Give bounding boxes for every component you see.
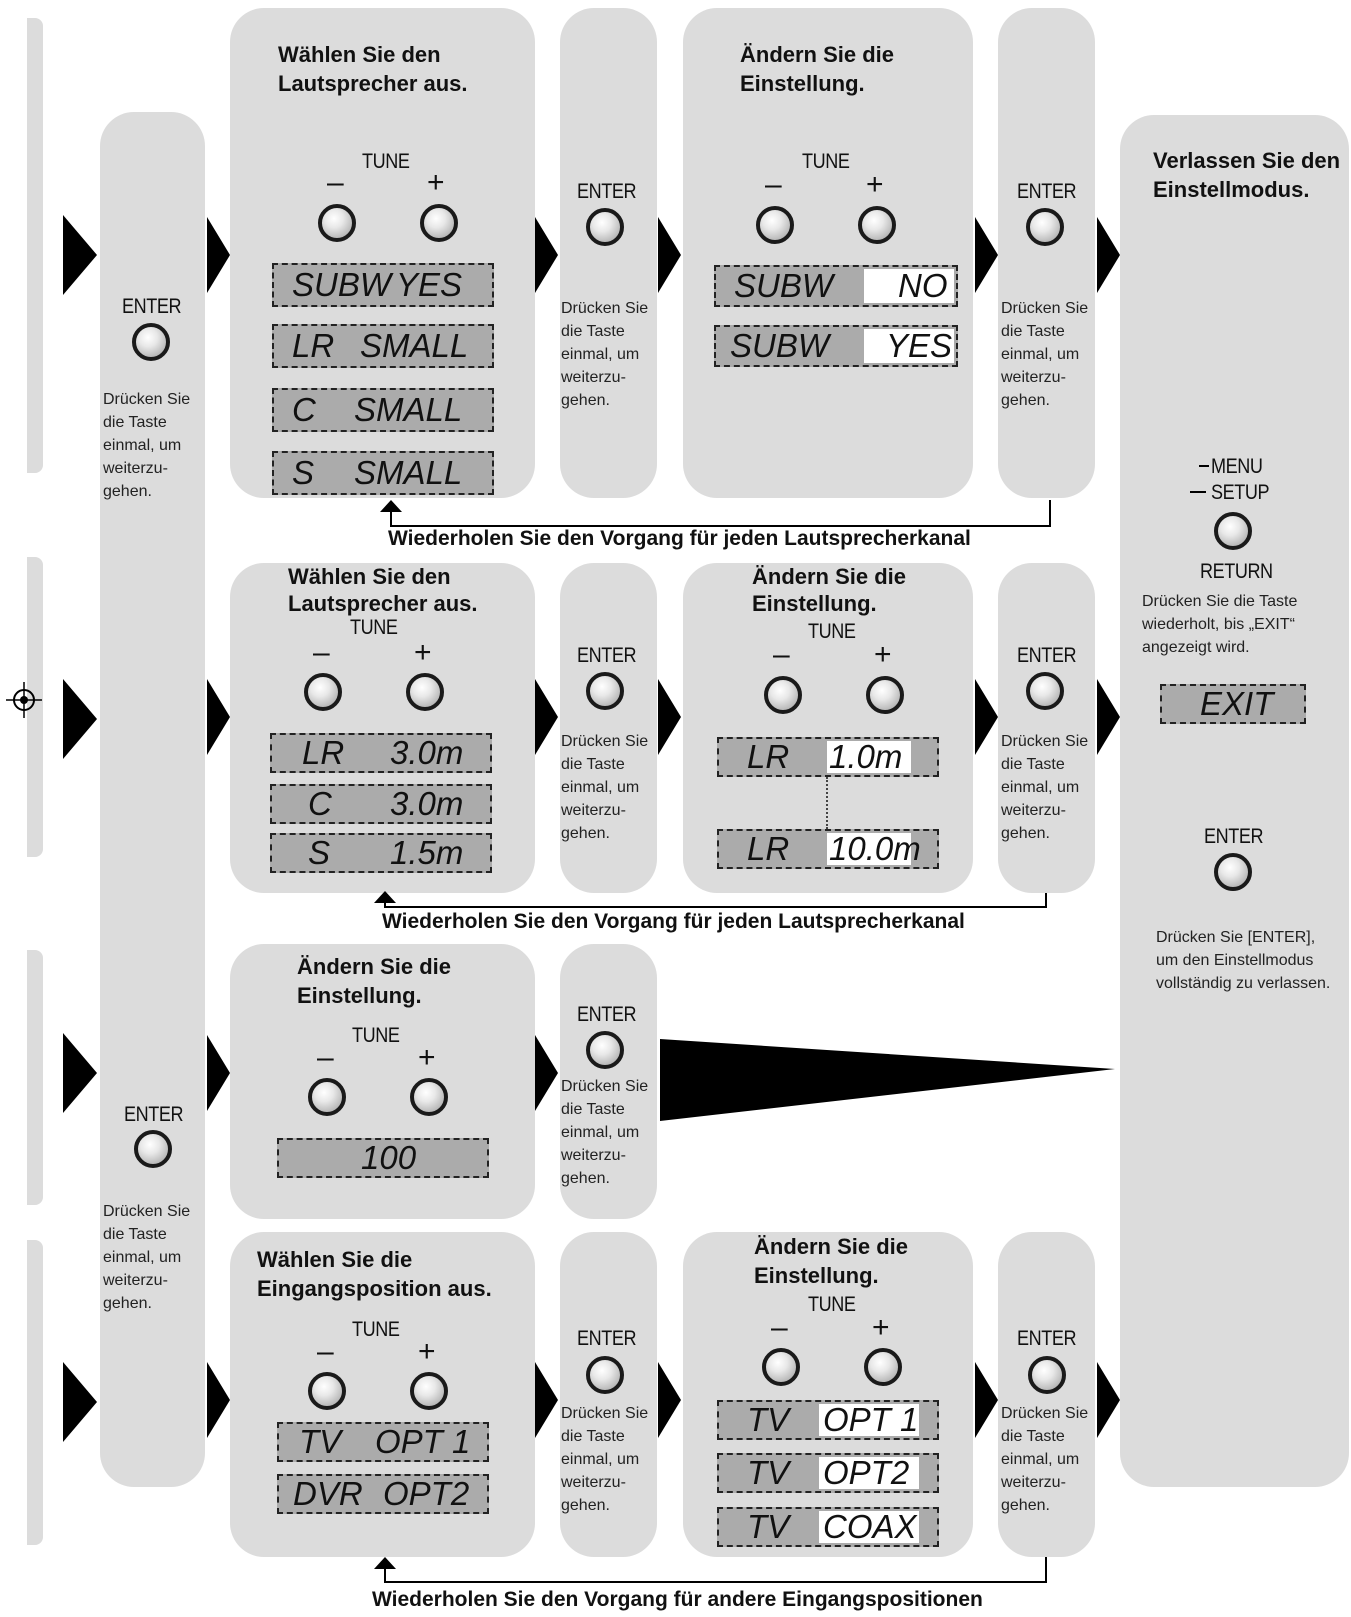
flow-arrow-icon [63, 215, 97, 295]
enter-button[interactable] [1026, 208, 1064, 246]
press-once-note: Drücken Sie die Taste einmal, um weiterzu- gehen. [103, 391, 191, 500]
repeat-line [384, 906, 1047, 908]
return-label: RETURN [1200, 560, 1273, 583]
setting-display: LR 1.0m [717, 737, 939, 777]
menu-label: MENU [1211, 455, 1263, 478]
press-enter-exit-note: Drücken Sie [ENTER], um den Einstellmodus vollständig zu verlassen. [1156, 929, 1331, 992]
panel-title: Ändern Sie die Einstellung. [752, 564, 907, 616]
flow-arrow-icon [1097, 679, 1120, 755]
plus-label: + [872, 1311, 890, 1344]
enter-label: ENTER [1204, 825, 1264, 848]
tune-plus-button[interactable] [410, 1372, 448, 1410]
enter-button[interactable] [586, 208, 624, 246]
tune-plus-button[interactable] [866, 676, 904, 714]
panel-title: Ändern Sie die Einstellung. [754, 1234, 909, 1288]
enter-button[interactable] [134, 1130, 172, 1168]
press-once-note: Drücken Sie die Taste einmal, um weiterzu- gehen. [561, 300, 649, 409]
enter-button[interactable] [132, 323, 170, 361]
plus-label: + [866, 168, 884, 201]
flow-arrow-icon [658, 1362, 681, 1438]
enter-button[interactable] [586, 1356, 624, 1394]
tune-plus-button[interactable] [410, 1078, 448, 1116]
enter-button[interactable] [586, 672, 624, 710]
flow-arrow-icon [975, 679, 998, 755]
flow-arrow-icon [535, 1035, 558, 1111]
repeat-caption: Wiederholen Sie den Vorgang für andere Eingangspositionen [372, 1588, 983, 1611]
enter-label: ENTER [1017, 644, 1077, 667]
enter-label: ENTER [577, 1327, 637, 1350]
tune-minus-button[interactable] [762, 1348, 800, 1386]
flow-arrow-icon [658, 217, 681, 293]
tune-label: TUNE [350, 616, 398, 639]
tune-label: TUNE [808, 1293, 856, 1316]
speaker-display: C 3.0m [270, 784, 492, 824]
press-once-note: Drücken Sie die Taste einmal, um weiterzu- gehen. [1001, 300, 1089, 409]
tune-minus-button[interactable] [304, 673, 342, 711]
minus-label: – [313, 636, 330, 669]
flow-arrow-icon [1097, 217, 1120, 293]
tune-minus-button[interactable] [308, 1372, 346, 1410]
tune-plus-button[interactable] [420, 204, 458, 242]
repeat-caption: Wiederholen Sie den Vorgang für jeden Lautsprecherkanal [388, 527, 971, 550]
tune-minus-button[interactable] [756, 206, 794, 244]
flow-arrow-icon [207, 679, 230, 755]
plus-label: + [414, 636, 432, 669]
enter-label: ENTER [577, 644, 637, 667]
enter-button[interactable] [1028, 1356, 1066, 1394]
flow-arrow-icon [63, 679, 97, 759]
press-once-note: Drücken Sie die Taste einmal, um weiterzu- gehen. [1001, 1405, 1089, 1514]
panel-title: Wählen Sie den Lautsprecher aus. [278, 42, 468, 96]
enter-label: ENTER [577, 180, 637, 203]
enter-label: ENTER [1017, 180, 1077, 203]
tune-plus-button[interactable] [858, 206, 896, 244]
speaker-display: C SMALL [272, 388, 494, 432]
value-display: 100 [277, 1138, 489, 1178]
panel-title: Verlassen Sie den Einstellmodus. [1153, 148, 1341, 202]
tune-minus-button[interactable] [318, 204, 356, 242]
repeat-line [390, 510, 392, 527]
tune-minus-button[interactable] [308, 1078, 346, 1116]
speaker-display: S 1.5m [270, 833, 492, 873]
input-display: TV OPT 1 [277, 1422, 489, 1462]
flow-arrow-icon [535, 217, 558, 293]
minus-label: – [773, 638, 790, 671]
press-once-note: Drücken Sie die Taste einmal, um weiterzu- gehen. [1001, 733, 1089, 842]
enter-label: ENTER [122, 295, 182, 318]
plus-label: + [874, 638, 892, 671]
up-arrow-icon [374, 1557, 396, 1569]
press-once-note: Drücken Sie die Taste einmal, um weiterzu- gehen. [561, 1078, 649, 1187]
exit-display: EXIT [1160, 684, 1306, 724]
enter-button[interactable] [1214, 853, 1252, 891]
panel-title: Wählen Sie den Lautsprecher aus. [288, 564, 478, 616]
up-arrow-icon [380, 500, 402, 512]
input-setting-display: TV OPT 1 [717, 1400, 939, 1440]
input-setting-display: TV COAX [717, 1507, 939, 1547]
flow-arrow-icon [535, 1362, 558, 1438]
setup-label: SETUP [1211, 481, 1270, 504]
plus-label: + [418, 1041, 436, 1074]
enter-label: ENTER [1017, 1327, 1077, 1350]
repeat-line [384, 1581, 1047, 1583]
tune-label: TUNE [352, 1024, 400, 1047]
tune-label: TUNE [802, 150, 850, 173]
input-display: DVR OPT2 [277, 1474, 489, 1514]
tune-label: TUNE [352, 1318, 400, 1341]
enter-button[interactable] [1026, 672, 1064, 710]
enter-label: ENTER [124, 1103, 184, 1126]
speaker-display: LR 3.0m [270, 733, 492, 773]
setting-display: SUBW NO [714, 265, 958, 307]
flow-arrow-icon [975, 217, 998, 293]
minus-label: – [317, 1041, 334, 1074]
edge-strip [27, 1240, 43, 1545]
panel-title: Ändern Sie die Einstellung. [297, 954, 452, 1008]
tune-plus-button[interactable] [406, 673, 444, 711]
tune-minus-button[interactable] [764, 676, 802, 714]
enter-label: ENTER [577, 1003, 637, 1026]
minus-label: – [327, 166, 344, 199]
edge-strip [27, 950, 43, 1205]
exit-panel [1120, 115, 1349, 1487]
tune-plus-button[interactable] [864, 1348, 902, 1386]
minus-label: – [317, 1335, 334, 1368]
repeat-line [1045, 1557, 1047, 1583]
wedge-arrow-icon [660, 1035, 1120, 1125]
flow-arrow-icon [207, 217, 230, 293]
flow-arrow-icon [975, 1362, 998, 1438]
speaker-display: SUBW YES [272, 263, 494, 307]
minus-label: – [771, 1311, 788, 1344]
flow-arrow-icon [207, 1362, 230, 1438]
setting-display: SUBW YES [714, 325, 958, 367]
flow-arrow-icon [63, 1362, 97, 1442]
enter-button[interactable] [586, 1031, 624, 1069]
flow-arrow-icon [658, 679, 681, 755]
tune-label: TUNE [362, 150, 410, 173]
enter-panel [560, 8, 657, 498]
speaker-display: LR SMALL [272, 324, 494, 368]
plus-label: + [427, 166, 445, 199]
flow-arrow-icon [1097, 1362, 1120, 1438]
menu-tick [1199, 465, 1209, 467]
registration-mark-icon [6, 682, 42, 718]
up-arrow-icon [374, 891, 396, 903]
speaker-display: S SMALL [272, 451, 494, 495]
setting-display: LR 10.0m [717, 829, 939, 869]
tune-label: TUNE [808, 620, 856, 643]
enter-panel [998, 8, 1095, 498]
flow-arrow-icon [63, 1033, 97, 1113]
flow-arrow-icon [207, 1035, 230, 1111]
plus-label: + [418, 1335, 436, 1368]
repeat-caption: Wiederholen Sie den Vorgang für jeden Lautsprecherkanal [382, 910, 965, 933]
press-repeat-note: Drücken Sie die Taste wiederholt, bis „EXIT“ angezeigt wird. [1142, 593, 1298, 656]
input-setting-display: TV OPT2 [717, 1453, 939, 1493]
edge-strip [27, 18, 43, 473]
dotted-connector [826, 777, 828, 829]
flow-arrow-icon [535, 679, 558, 755]
setup-tick [1190, 491, 1206, 493]
return-button[interactable] [1214, 512, 1252, 550]
panel-title: Ändern Sie die Einstellung. [740, 42, 895, 96]
repeat-line [1049, 500, 1051, 527]
panel-title: Wählen Sie die Eingangsposition aus. [257, 1247, 492, 1301]
press-once-note: Drücken Sie die Taste einmal, um weiterzu- gehen. [561, 733, 649, 842]
minus-label: – [765, 168, 782, 201]
press-once-note: Drücken Sie die Taste einmal, um weiterzu- gehen. [103, 1203, 191, 1312]
press-once-note: Drücken Sie die Taste einmal, um weiterzu- gehen. [561, 1405, 649, 1514]
